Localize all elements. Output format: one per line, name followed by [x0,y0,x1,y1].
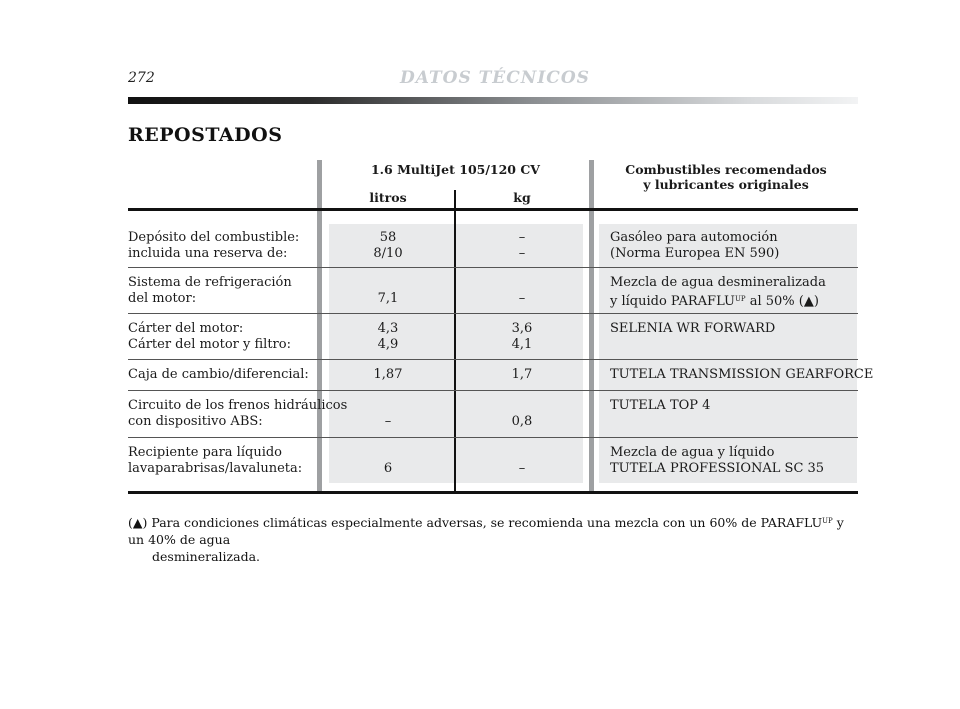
table-row-kg: 1,7 [511,367,533,382]
table-row-kg: 3,6 4,1 [511,321,533,352]
table-row-litros: 58 8/10 [373,230,403,261]
table-row-label: Depósito del combustible: incluida una reserva de: [128,230,300,261]
table-row-product: Gasóleo para automoción (Norma Europea EN 590) [610,230,780,261]
table-row-product: Mezcla de agua desmineralizada y líquido $PARAFLU^{UP}$ al 50% (▲) [610,275,826,309]
litros-header: litros [369,190,407,205]
section-title: DATOS TÉCNICOS [400,68,590,88]
table-row-label: Circuito de los frenos hidráulicos con dispositivo ABS: [128,398,348,429]
kg-header: kg [513,190,531,205]
table-row-label: Caja de cambio/diferencial: [128,367,309,382]
table-row-label: Cárter del motor: Cárter del motor y filtro: [128,321,291,352]
page-heading: REPOSTADOS [128,124,283,146]
row-divider [128,359,858,360]
table-row-product: Mezcla de agua y líquido TUTELA PROFESSIONAL SC 35 [610,445,825,476]
footnote: (▲) Para condiciones climáticas especialmente adversas, se recomienda una mezcla con un 60% de $PARAFLU^{UP}$ y un 40% de agua desmineralizada. [128,515,844,564]
row-divider [128,437,858,438]
table-row-kg: – – [518,230,526,261]
table-row-product: TUTELA TOP 4 [610,398,711,413]
table-row-kg: – [518,291,526,306]
engine-header: 1.6 MultiJet 105/120 CV [370,162,541,177]
header-gradient-rule [128,97,858,104]
table-row-kg: 0,8 [511,414,533,429]
products-header: Combustibles recomendados y lubricantes originales [625,162,827,192]
table-row-litros: – [384,414,392,429]
page-number: 272 [128,70,155,86]
table-row-litros: 7,1 [377,291,399,306]
row-divider [128,267,858,268]
table-row-litros: 1,87 [373,367,403,382]
table-row-litros: 6 [383,461,393,476]
table-row-product: TUTELA TRANSMISSION GEARFORCE [610,367,874,382]
table-top-rule [128,208,858,211]
table-row-label: Recipiente para líquido lavaparabrisas/lavaluneta: [128,445,303,476]
table-row-litros: 4,3 4,9 [377,321,399,352]
table-row-product: SELENIA WR FORWARD [610,321,776,336]
row-divider [128,390,858,391]
table-bottom-rule [128,491,858,494]
row-divider [128,313,858,314]
table-row-label: Sistema de refrigeración del motor: [128,275,292,306]
table-row-kg: – [518,461,526,476]
